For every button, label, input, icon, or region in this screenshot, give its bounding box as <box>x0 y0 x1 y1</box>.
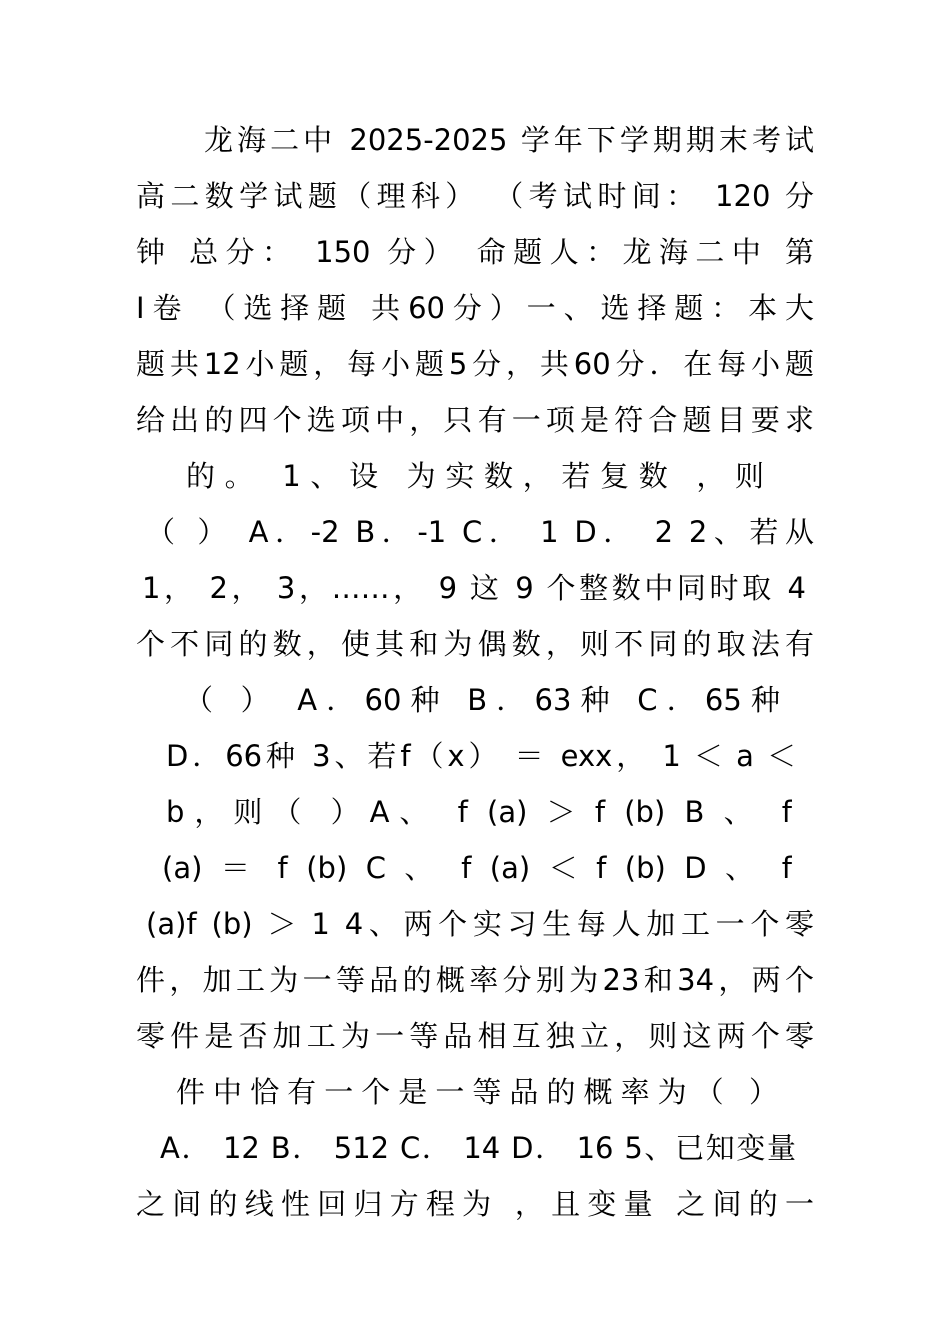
text-line-16: 件，加工为一等品的概率分别为23和34，两个 <box>136 963 814 997</box>
text-line-15: (a)f (b) ＞ 1 4、两个实习生每人加工一个零 <box>146 907 814 941</box>
text-line-6: 给出的四个选项中，只有一项是符合题目要求 <box>136 403 814 437</box>
text-line-9: 1， 2， 3，……， 9 这 9 个整数中同时取 4 <box>142 571 806 605</box>
text-line-1: 龙海二中 2025-2025 学年下学期期末考试 <box>204 123 814 157</box>
text-line-7: 的。 1、设 为实数，若复数 ，则 <box>186 459 764 493</box>
text-line-3: 钟 总分： 150 分） 命题人：龙海二中 第 <box>136 235 814 269</box>
text-line-18: 件中恰有一个是一等品的概率为（ ） <box>176 1075 778 1109</box>
text-line-19: A． 12 B． 512 C． 14 D． 16 5、已知变量 <box>160 1131 796 1165</box>
text-line-8: （ ） A．-2 B．-1 C． 1 D． 2 2、若从 <box>146 515 814 549</box>
text-line-13: b，则（ ）A、 f (a) ＞ f (b) B 、 f <box>166 795 792 829</box>
text-line-20: 之间的线性回归方程为 ，且变量 之间的一 <box>136 1187 814 1221</box>
text-line-12: D．66种 3、若f（x） ＝ exx， 1 ＜ a ＜ <box>166 739 796 773</box>
text-line-10: 个不同的数，使其和为偶数，则不同的取法有 <box>136 627 814 661</box>
text-line-2: 高二数学试题（理科） （考试时间： 120 分 <box>136 179 814 213</box>
text-line-5: 题共12小题，每小题5分，共60分．在每小题 <box>136 347 814 381</box>
text-line-17: 零件是否加工为一等品相互独立，则这两个零 <box>136 1019 814 1053</box>
text-line-4: Ⅰ卷 （选择题 共60分）一、选择题：本大 <box>136 291 814 325</box>
text-line-14: (a) ＝ f (b) C 、 f (a) ＜ f (b) D 、 f <box>162 851 792 885</box>
text-line-11: （ ） A．60种 B．63种 C．65种 <box>184 683 780 717</box>
